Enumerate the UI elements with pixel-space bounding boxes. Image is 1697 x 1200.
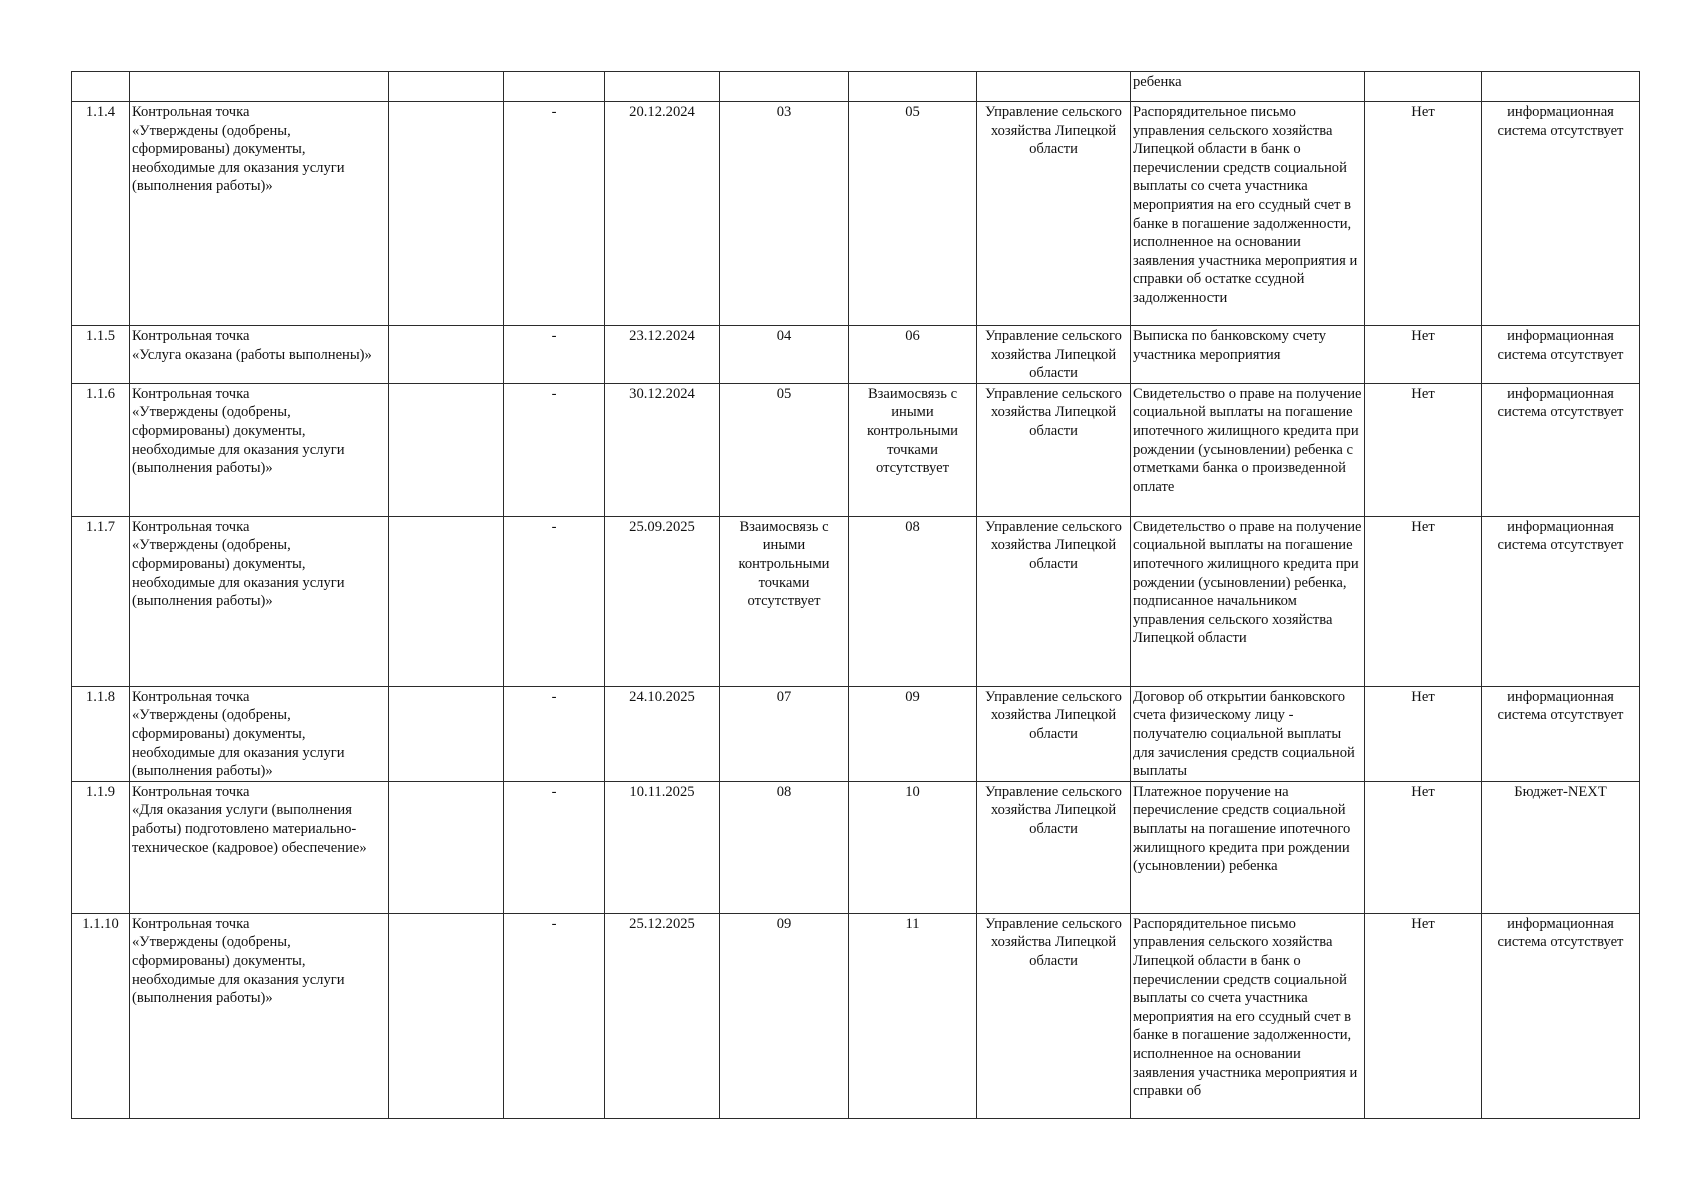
cell-flag bbox=[1365, 326, 1482, 384]
cell-col3 bbox=[389, 913, 504, 1118]
cell-prev-text: Взаимосвязь с иными контрольными точками отсутствует bbox=[738, 518, 830, 610]
cell-col4 bbox=[504, 686, 605, 781]
cell-responsible-text: Управление сельского хозяйства Липецкой области bbox=[985, 688, 1122, 742]
cell-system bbox=[1482, 913, 1640, 1118]
cell-date bbox=[605, 102, 720, 326]
cell-document bbox=[1131, 913, 1365, 1118]
cell-col4 bbox=[504, 383, 605, 516]
table-row bbox=[72, 72, 1640, 102]
cell-col4-text: - bbox=[551, 385, 557, 402]
cell-document bbox=[1131, 516, 1365, 686]
cell-flag bbox=[1365, 383, 1482, 516]
cell-prev-text: 05 bbox=[776, 385, 792, 402]
cell-name bbox=[130, 516, 389, 686]
cell-document bbox=[1131, 686, 1365, 781]
cell-number-text: 1.1.8 bbox=[85, 688, 116, 705]
cell-next-text: Взаимосвязь с иными контрольными точками отсутствует bbox=[866, 385, 958, 477]
cell-system-text: информационная система отсутствует bbox=[1497, 328, 1624, 363]
cell-responsible bbox=[977, 686, 1131, 781]
cell-system bbox=[1482, 686, 1640, 781]
cell-number bbox=[72, 781, 130, 913]
cell-flag bbox=[1365, 516, 1482, 686]
cell-prev bbox=[720, 516, 849, 686]
table-body bbox=[72, 72, 1640, 1119]
cell-prev bbox=[720, 383, 849, 516]
cell-document bbox=[1131, 383, 1365, 516]
cell-col4 bbox=[504, 326, 605, 384]
cell-col3 bbox=[389, 516, 504, 686]
cell-flag bbox=[1365, 72, 1482, 102]
cell-col4-text: - bbox=[551, 104, 557, 120]
cell-date-text: 10.11.2025 bbox=[629, 783, 695, 800]
cell-number-text: 1.1.4 bbox=[85, 104, 116, 120]
cell-date-text: 20.12.2024 bbox=[629, 104, 695, 120]
cell-col3 bbox=[389, 686, 504, 781]
cell-name bbox=[130, 781, 389, 913]
cell-system bbox=[1482, 781, 1640, 913]
cell-name-text: Контрольная точка «Услуга оказана (работы выполнены)» bbox=[132, 328, 372, 363]
cell-col4 bbox=[504, 72, 605, 102]
cell-col4 bbox=[504, 102, 605, 326]
table-row bbox=[72, 383, 1640, 516]
cell-number bbox=[72, 326, 130, 384]
cell-responsible bbox=[977, 781, 1131, 913]
cell-document-text: Договор об открытии банковского счета физическому лицу - получателю социальной выплаты для зачисления средств социальной выплаты bbox=[1133, 688, 1355, 780]
cell-name-text: Контрольная точка «Утверждены (одобрены, сформированы) документы, необходимые для оказания услуги (выполнения работы)» bbox=[132, 385, 345, 477]
cell-name bbox=[130, 686, 389, 781]
cell-next bbox=[849, 383, 977, 516]
cell-document-text: ребенка bbox=[1133, 74, 1182, 90]
cell-col3 bbox=[389, 781, 504, 913]
cell-col4-text: - bbox=[551, 688, 557, 705]
cell-flag-text: Нет bbox=[1411, 688, 1435, 705]
cell-flag-text: Нет bbox=[1411, 783, 1435, 800]
cell-flag bbox=[1365, 913, 1482, 1118]
cell-system bbox=[1482, 102, 1640, 326]
cell-system-text: Бюджет-NEXT bbox=[1514, 783, 1607, 800]
cell-number bbox=[72, 72, 130, 102]
cell-col3 bbox=[389, 72, 504, 102]
cell-next bbox=[849, 686, 977, 781]
cell-document bbox=[1131, 326, 1365, 384]
cell-number-text: 1.1.5 bbox=[85, 328, 116, 344]
cell-next bbox=[849, 516, 977, 686]
cell-col4-text: - bbox=[551, 328, 557, 344]
cell-number-text: 1.1.7 bbox=[85, 518, 116, 535]
cell-prev-text: 08 bbox=[776, 783, 792, 800]
cell-number bbox=[72, 102, 130, 326]
cell-next bbox=[849, 781, 977, 913]
cell-prev bbox=[720, 913, 849, 1118]
cell-number-text: 1.1.10 bbox=[82, 915, 119, 932]
cell-responsible bbox=[977, 102, 1131, 326]
cell-system bbox=[1482, 326, 1640, 384]
cell-document-text: Свидетельство о праве на получение социальной выплаты на погашение ипотечного жилищного кредита при рождении (усыновлении) ребенка, подписанное начальником управления сельского хозяйства Липецкой области bbox=[1133, 518, 1362, 647]
cell-flag bbox=[1365, 102, 1482, 326]
cell-prev-text: 03 bbox=[776, 104, 792, 120]
cell-responsible-text: Управление сельского хозяйства Липецкой области bbox=[985, 915, 1122, 969]
cell-responsible bbox=[977, 383, 1131, 516]
cell-date-text: 24.10.2025 bbox=[629, 688, 695, 705]
cell-date bbox=[605, 516, 720, 686]
cell-next bbox=[849, 72, 977, 102]
cell-document-text: Распорядительное письмо управления сельского хозяйства Липецкой области в банк о перечислении средств социальной выплаты со счета участника мероприятия на его ссудный счет в банке в погашение задолженности, исполненное на основании заявления участника мероприятия и справки об остатке ссудной задолженности bbox=[1133, 104, 1358, 306]
table-row bbox=[72, 102, 1640, 326]
cell-document bbox=[1131, 72, 1365, 102]
cell-flag-text: Нет bbox=[1411, 518, 1435, 535]
cell-date bbox=[605, 781, 720, 913]
cell-prev-text: 07 bbox=[776, 688, 792, 705]
cell-responsible-text: Управление сельского хозяйства Липецкой области bbox=[985, 385, 1122, 439]
cell-col4-text: - bbox=[551, 783, 557, 800]
cell-document-text: Свидетельство о праве на получение социальной выплаты на погашение ипотечного жилищного кредита при рождении (усыновлении) ребенка с отметками банка о произведенной оплате bbox=[1133, 385, 1362, 495]
cell-next-text: 06 bbox=[905, 328, 920, 344]
cell-responsible-text: Управление сельского хозяйства Липецкой области bbox=[985, 518, 1122, 572]
cell-date-text: 30.12.2024 bbox=[629, 385, 695, 402]
cell-date bbox=[605, 326, 720, 384]
cell-responsible-text: Управление сельского хозяйства Липецкой области bbox=[985, 104, 1122, 158]
cell-system-text: информационная система отсутствует bbox=[1497, 915, 1624, 951]
cell-col4-text: - bbox=[551, 915, 557, 932]
cell-responsible bbox=[977, 326, 1131, 384]
cell-flag bbox=[1365, 686, 1482, 781]
cell-col4 bbox=[504, 516, 605, 686]
table-row bbox=[72, 913, 1640, 1118]
cell-next-text: 11 bbox=[905, 915, 920, 932]
cell-responsible-text: Управление сельского хозяйства Липецкой области bbox=[985, 328, 1122, 382]
cell-col4-text: - bbox=[551, 518, 557, 535]
cell-next bbox=[849, 913, 977, 1118]
cell-prev bbox=[720, 686, 849, 781]
cell-prev bbox=[720, 326, 849, 384]
cell-prev-text: 09 bbox=[776, 915, 792, 932]
cell-date-text: 23.12.2024 bbox=[629, 328, 695, 344]
cell-prev bbox=[720, 781, 849, 913]
cell-name-text: Контрольная точка «Для оказания услуги (выполнения работы) подготовлено материально-техническое (кадровое) обеспечение» bbox=[132, 783, 367, 856]
cell-system bbox=[1482, 383, 1640, 516]
cell-next-text: 08 bbox=[905, 518, 920, 535]
cell-number bbox=[72, 383, 130, 516]
cell-next-text: 05 bbox=[905, 104, 920, 120]
cell-date-text: 25.09.2025 bbox=[629, 518, 695, 535]
cell-system-text: информационная система отсутствует bbox=[1497, 518, 1624, 554]
cell-name-text: Контрольная точка «Утверждены (одобрены, сформированы) документы, необходимые для оказания услуги (выполнения работы)» bbox=[132, 915, 345, 1007]
cell-date bbox=[605, 72, 720, 102]
cell-name bbox=[130, 326, 389, 384]
cell-col3 bbox=[389, 383, 504, 516]
cell-responsible-text: Управление сельского хозяйства Липецкой области bbox=[985, 783, 1122, 837]
cell-col4 bbox=[504, 781, 605, 913]
cell-document bbox=[1131, 781, 1365, 913]
cell-col3 bbox=[389, 102, 504, 326]
cell-name bbox=[130, 102, 389, 326]
cell-flag-text: Нет bbox=[1411, 328, 1435, 344]
cell-name-text: Контрольная точка «Утверждены (одобрены, сформированы) документы, необходимые для оказания услуги (выполнения работы)» bbox=[132, 688, 345, 780]
cell-next bbox=[849, 326, 977, 384]
cell-flag bbox=[1365, 781, 1482, 913]
cell-document-text: Распорядительное письмо управления сельского хозяйства Липецкой области в банк о перечислении средств социальной выплаты со счета участника мероприятия на его ссудный счет в банке в погашение задолженности, исполненное на основании заявления участника мероприятия и справки об bbox=[1133, 915, 1358, 1100]
table-row bbox=[72, 326, 1640, 384]
cell-flag-text: Нет bbox=[1411, 915, 1435, 932]
cell-name-text: Контрольная точка «Утверждены (одобрены, сформированы) документы, необходимые для оказания услуги (выполнения работы)» bbox=[132, 518, 345, 610]
cell-name bbox=[130, 383, 389, 516]
cell-prev-text: 04 bbox=[776, 328, 792, 344]
cell-prev bbox=[720, 72, 849, 102]
cell-name bbox=[130, 913, 389, 1118]
cell-system-text: информационная система отсутствует bbox=[1497, 104, 1624, 139]
control-points-table bbox=[71, 71, 1640, 1119]
cell-number-text: 1.1.9 bbox=[85, 783, 116, 800]
cell-flag-text: Нет bbox=[1411, 104, 1435, 120]
cell-date bbox=[605, 913, 720, 1118]
cell-next bbox=[849, 102, 977, 326]
cell-name bbox=[130, 72, 389, 102]
cell-name-text: Контрольная точка «Утверждены (одобрены, сформированы) документы, необходимые для оказания услуги (выполнения работы)» bbox=[132, 104, 345, 195]
cell-prev bbox=[720, 102, 849, 326]
cell-responsible bbox=[977, 516, 1131, 686]
cell-document-text: Платежное поручение на перечисление средств социальной выплаты на погашение ипотечного жилищного кредита при рождении (усыновлении) ребенка bbox=[1133, 783, 1351, 875]
cell-date-text: 25.12.2025 bbox=[629, 915, 695, 932]
table-row bbox=[72, 516, 1640, 686]
cell-system bbox=[1482, 72, 1640, 102]
cell-responsible bbox=[977, 72, 1131, 102]
cell-number bbox=[72, 516, 130, 686]
cell-next-text: 10 bbox=[905, 783, 920, 800]
cell-system-text: информационная система отсутствует bbox=[1497, 688, 1624, 724]
cell-number bbox=[72, 913, 130, 1118]
cell-next-text: 09 bbox=[905, 688, 920, 705]
table-row bbox=[72, 686, 1640, 781]
cell-system bbox=[1482, 516, 1640, 686]
cell-number-text: 1.1.6 bbox=[85, 385, 116, 402]
cell-col4 bbox=[504, 913, 605, 1118]
cell-flag-text: Нет bbox=[1411, 385, 1435, 402]
cell-system-text: информационная система отсутствует bbox=[1497, 385, 1624, 421]
cell-responsible bbox=[977, 913, 1131, 1118]
cell-number bbox=[72, 686, 130, 781]
cell-col3 bbox=[389, 326, 504, 384]
table-row bbox=[72, 781, 1640, 913]
cell-document-text: Выписка по банковскому счету участника мероприятия bbox=[1133, 328, 1327, 363]
cell-document bbox=[1131, 102, 1365, 326]
cell-date bbox=[605, 686, 720, 781]
cell-date bbox=[605, 383, 720, 516]
